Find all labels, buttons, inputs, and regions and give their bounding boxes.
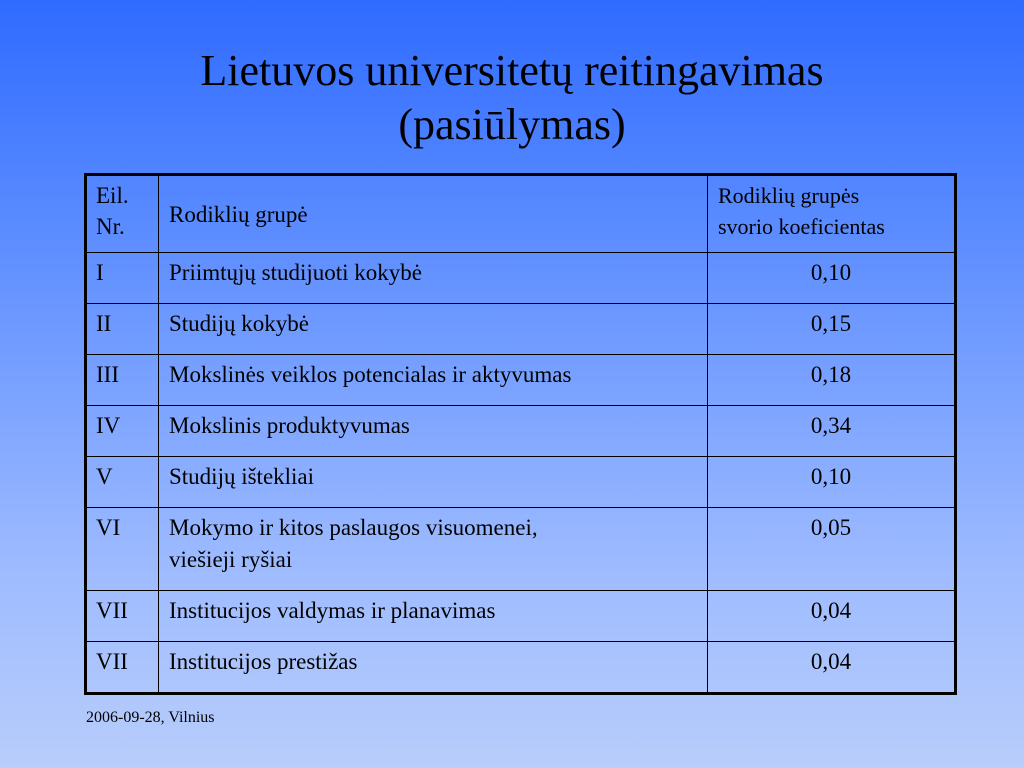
footer-date-location: 2006-09-28, Vilnius — [86, 709, 215, 726]
row-weight-cell: 0,04 — [708, 591, 956, 642]
row-nr-cell: VII — [86, 591, 159, 642]
table-row — [86, 304, 956, 355]
table-row — [86, 406, 956, 457]
row-nr-cell: III — [86, 355, 159, 406]
row-nr-cell: VI — [86, 508, 159, 591]
row-weight-cell: 0,18 — [708, 355, 956, 406]
table-row — [86, 457, 956, 508]
row-group-cell: Mokslinės veiklos potencialas ir aktyvumas — [159, 355, 708, 406]
header-weight-line-2: svorio koeficientas — [718, 214, 885, 239]
row-weight-cell: 0,10 — [708, 457, 956, 508]
row-weight-cell: 0,34 — [708, 406, 956, 457]
row-weight-cell: 0,04 — [708, 642, 956, 694]
row-group-cell: Priimtųjų studijuoti kokybė — [159, 253, 708, 304]
row-nr-cell: IV — [86, 406, 159, 457]
header-group-cell: Rodiklių grupė — [159, 175, 708, 253]
table-row — [86, 355, 956, 406]
slide-title-line-2: (pasiūlymas) — [398, 100, 626, 149]
row-weight-cell: 0,15 — [708, 304, 956, 355]
row-nr-cell: II — [86, 304, 159, 355]
header-nr-cell — [86, 175, 159, 253]
header-nr-line-2: Nr. — [96, 214, 125, 239]
row-group-line-2: viešieji ryšiai — [169, 547, 293, 572]
row-nr-cell: VII — [86, 642, 159, 694]
ranking-table — [84, 173, 957, 695]
row-group-cell: Institucijos prestižas — [159, 642, 708, 694]
row-group-cell — [159, 508, 708, 591]
row-group-cell: Mokslinis produktyvumas — [159, 406, 708, 457]
row-group-cell: Studijų ištekliai — [159, 457, 708, 508]
row-nr-cell: I — [86, 253, 159, 304]
header-nr-line-1: Eil. — [96, 183, 129, 208]
row-weight-cell: 0,10 — [708, 253, 956, 304]
slide-title — [0, 44, 1024, 152]
header-weight-cell — [708, 175, 956, 253]
row-group-cell: Institucijos valdymas ir planavimas — [159, 591, 708, 642]
table-row — [86, 591, 956, 642]
table-row — [86, 253, 956, 304]
row-group-line-1: Mokymo ir kitos paslaugos visuomenei, — [169, 515, 538, 540]
row-group-cell: Studijų kokybė — [159, 304, 708, 355]
table-row — [86, 642, 956, 694]
header-weight-line-1: Rodiklių grupės — [718, 183, 860, 208]
row-weight-cell: 0,05 — [708, 508, 956, 591]
slide-title-line-1: Lietuvos universitetų reitingavimas — [200, 46, 824, 95]
table-header-row — [86, 175, 956, 253]
table-row — [86, 508, 956, 591]
row-nr-cell: V — [86, 457, 159, 508]
